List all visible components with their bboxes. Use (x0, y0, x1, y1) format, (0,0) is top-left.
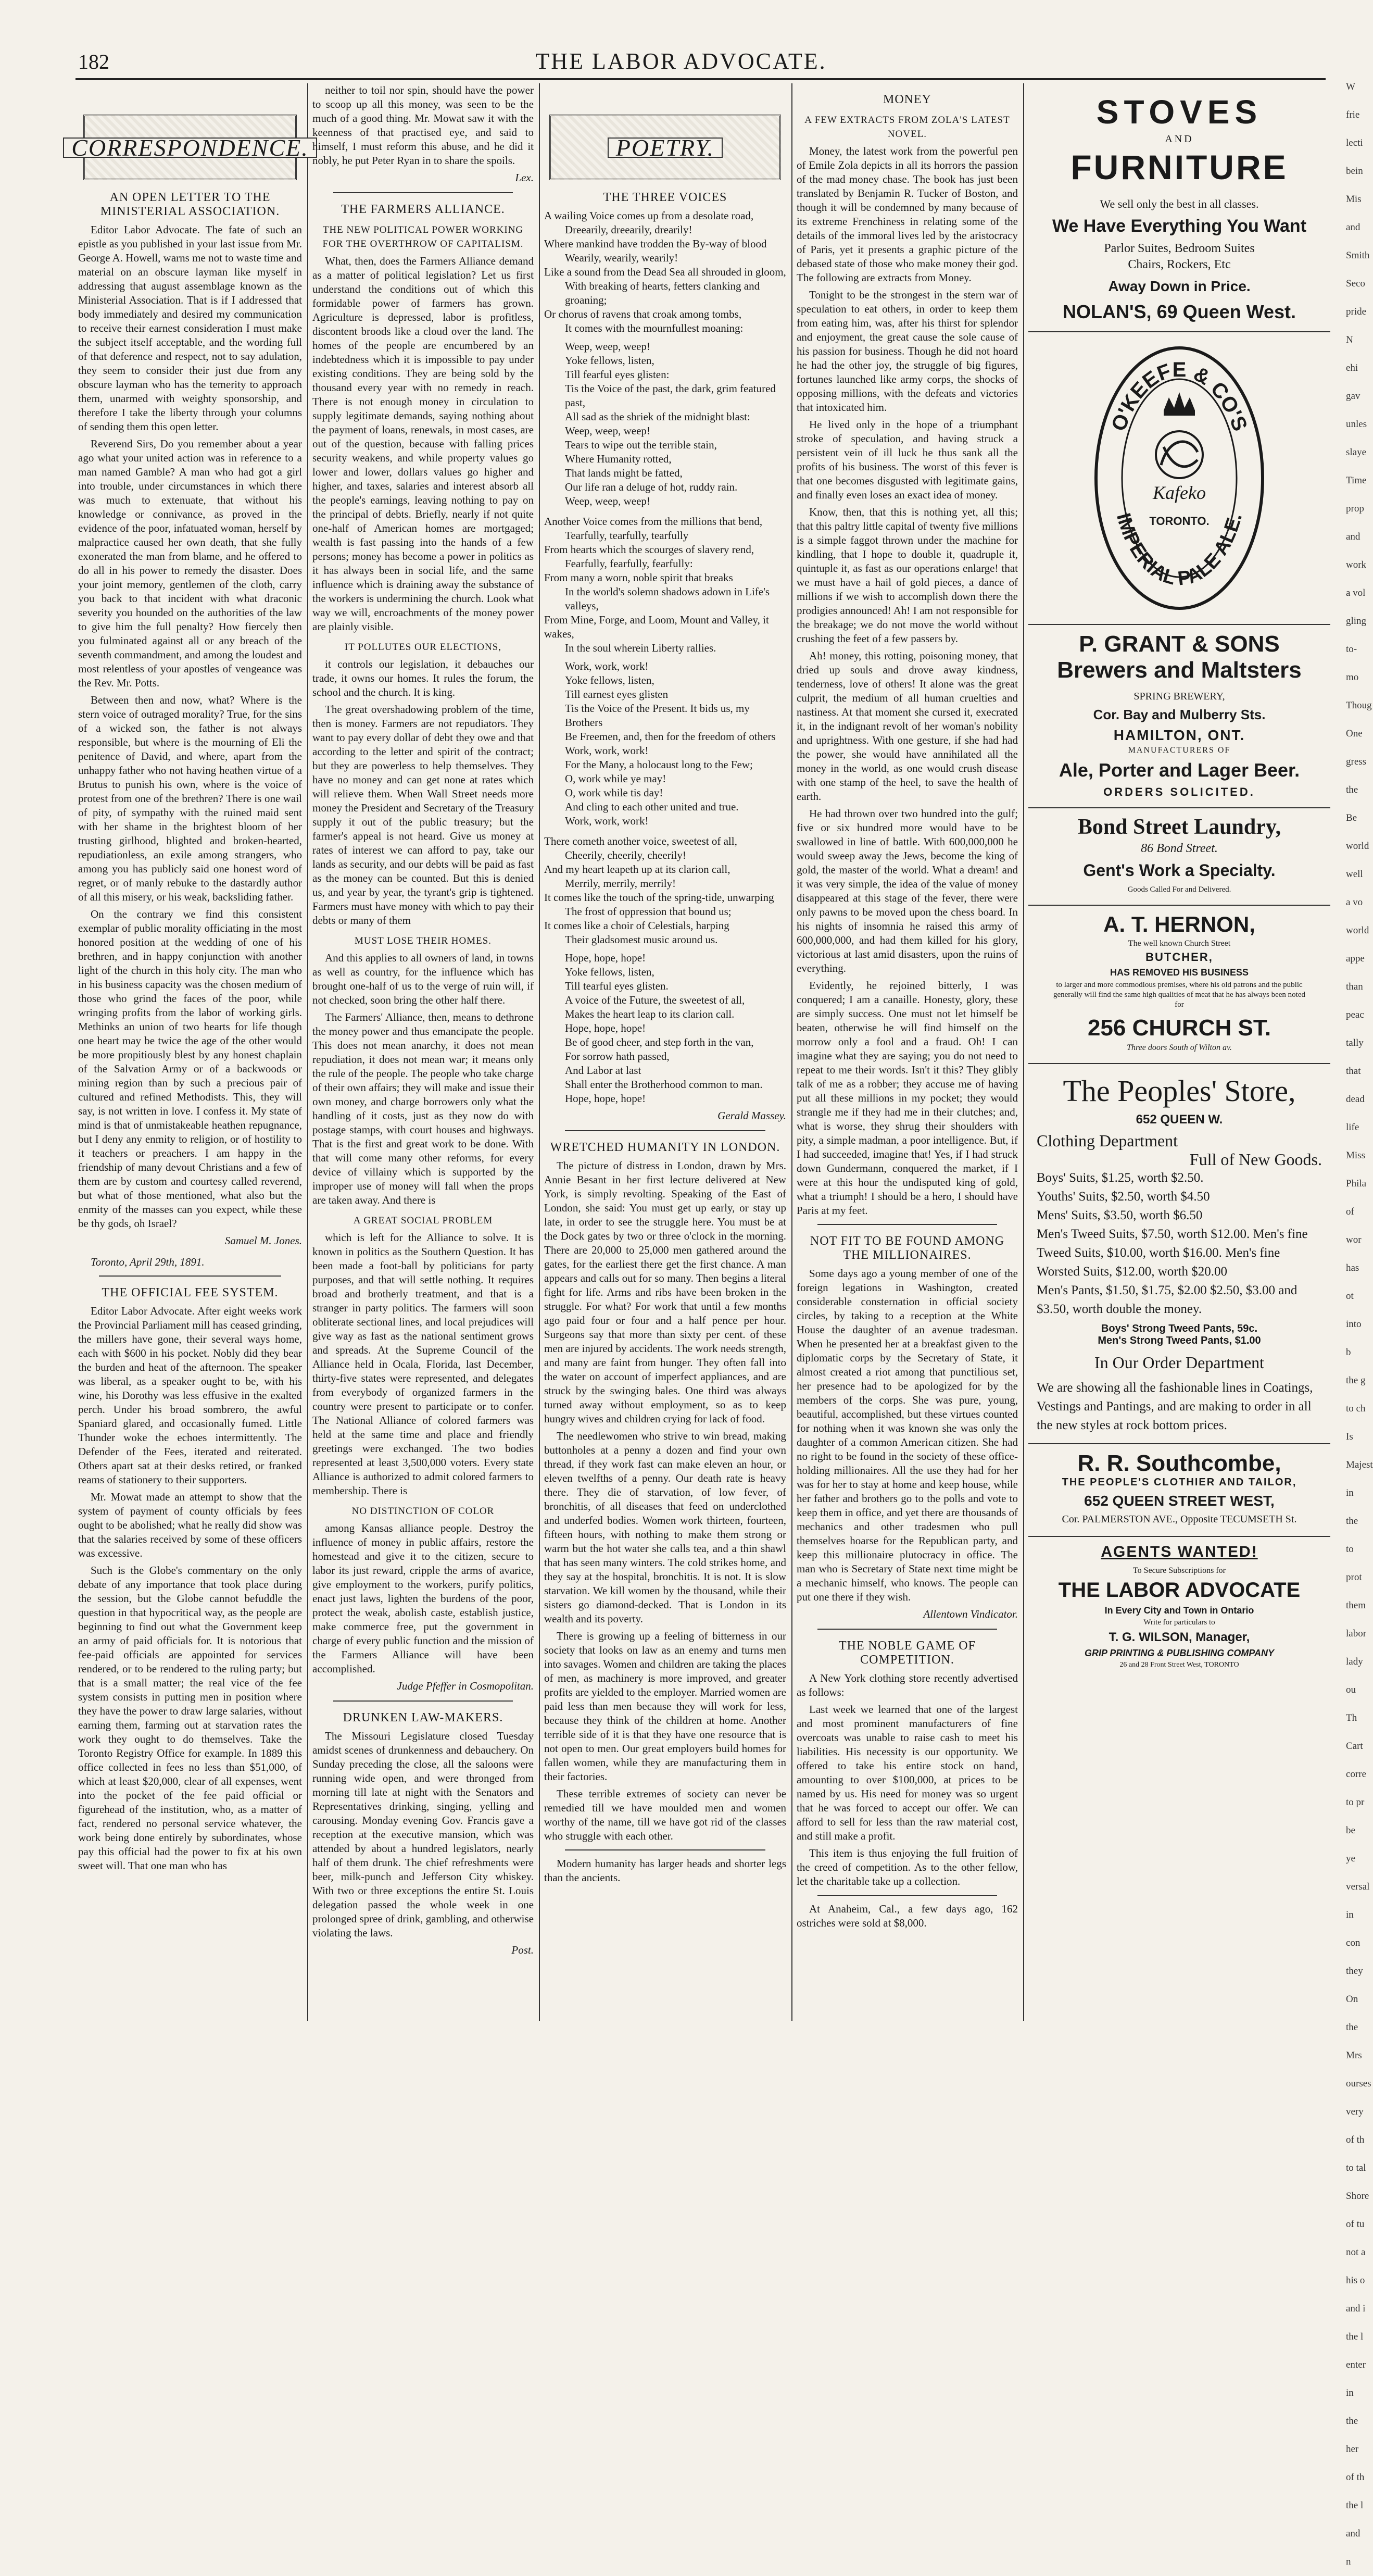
poem-line: All sad as the shriek of the midnight blast: (565, 410, 750, 423)
edge-fragment: to-mo (1346, 644, 1359, 683)
poem-line: Merrily, merrily, merrily! (565, 877, 676, 890)
ad-text: Write for particulars to (1143, 1618, 1215, 1627)
article-paragraph: At Anaheim, Cal., a few days ago, 162 ostriches were sold at $8,000. (797, 1903, 1018, 1929)
article-paragraph: On the contrary we find this consistent exemplar of public morality officiating in the most honored position at the wedding of one of his brethren, and in happy conjunction with another light of the church in this holy city. The man who in his business capacity was the chosen medium of those who grind the faces of the poor, while wringing profits from the labor of working girls. Methinks an union of two hearts for life though one heart may be twice the age of the other would be more propitiously blest by any honest chaplain of the Salvation Army or of a backwoods or mining region than by such a precious pair of cultured and refined Methodists. This, they will say, is not written in love. I confess it. My state of mind is that of unmistakeable heathen repugnance, but I deny any enmity to religion, or of hostility to it teachers or preachers. I am happy in the friendship of many devout Christians and a few of them are by custom and courtesy called reverend, but what of those mentioned, what also but the enmity of the masses can you expect, while these be thy gods, oh Israel? (78, 908, 302, 1230)
edge-fragment: Smith (1346, 250, 1370, 261)
edge-fragment: Thoug (1346, 700, 1372, 711)
edge-fragment: Cart (1346, 1741, 1363, 1752)
ad-text: 652 QUEEN STREET WEST, (1084, 1493, 1275, 1509)
ad-text: 652 QUEEN W. (1136, 1112, 1223, 1127)
ad-text: Men's Strong Tweed Pants, $1.00 (1098, 1335, 1261, 1346)
price-line: Mens' Suits, $3.50, worth $6.50 (1037, 1208, 1203, 1222)
ad-text: AND (1165, 133, 1194, 145)
advertisements-column (1028, 83, 1330, 2021)
edge-fragment: a vo (1346, 897, 1363, 908)
article-paragraph: Modern humanity has larger heads and shorter legs than the ancients. (544, 1857, 786, 1884)
poem-line: Dreearily, dreearily, drearily! (565, 223, 692, 236)
poem-line: And Labor at last (565, 1064, 641, 1077)
poem-line: A wailing Voice comes up from a desolate road, (544, 209, 754, 222)
poem-line: Like a sound from the Dead Sea all shrouded in gloom, (544, 266, 786, 278)
ad-text: THE PEOPLE'S CLOTHIER AND TAILOR, (1062, 1477, 1297, 1488)
poem-line: Work, work, work! (565, 815, 649, 827)
poem-title: THE THREE VOICES (603, 191, 727, 204)
ad-text: BUTCHER, (1145, 951, 1213, 964)
article-paragraph: Some days ago a young member of one of the foreign legations in Washington, created considerable consternation in official society circles, by taking to a reception at the White House the daughter of an avenue tradesman. When he presented her at a breakfast given to the diplomatic corps by the Secretary of State, it almost created a riot among that punctilious set, her presence had to be apologized for by the members of the corps. She was pure, young, beautiful, accomplished, but these virtues counted for nothing when it was known she was only the daughter of a common American citizen. She had no right to be found in the society of these office-holding millionaires. All the use they had for her was for her to stay at home and keep house, while her father and brothers go to the polls and vote to keep them in office, and yet there are thousands of mechanics and other tradesmen who pull themselves hoarse for the Republican party, and keep this millionaire plutocracy in office. The man who is Secretary of State next time might be a mechanic himself, who knows. The people can put one there if they wish. (797, 1267, 1018, 1603)
column-rule (791, 83, 792, 2021)
poem-line: Makes the heart leap to its clarion call. (565, 1008, 735, 1020)
edge-fragment: tally (1346, 1037, 1364, 1048)
ad-text: We Have Everything You Want (1052, 216, 1307, 236)
edge-fragment: to prot (1346, 1544, 1362, 1583)
article-paragraph: Editor Labor Advocate. The fate of such an epistle as you published in your last issue from Mr. George A. Howell, warns me not to waste time and material on an obscure layman like myself in addressing that august assemblage known as the Ministerial Association. That is if I addressed that body immediately and desired my communication to receive their earnest consideration I must make the subject itself acceptable, and the wording full of that deference and respect, not to say adulation, they seem to consider their just due from any obscure layman who has the temerity to approach them, unarmed with weighty sponsorship, and therefore I take the liberty through your columns of sending them this open letter. (78, 223, 302, 433)
right-edge-fragments (1346, 73, 1373, 2567)
edge-fragment: the g (1346, 1375, 1366, 1386)
crown-icon (1164, 392, 1195, 416)
edge-fragment: N (1346, 334, 1353, 345)
edge-fragment: Is (1346, 1431, 1353, 1442)
poem-line: Weep, weep, weep! (565, 424, 650, 437)
poem-refrain-2 (544, 659, 786, 828)
ad-text: Cor. PALMERSTON AVE., Opposite TECUMSETH St. (1062, 1514, 1297, 1525)
ad-text: 256 CHURCH ST. (1087, 1015, 1271, 1041)
poem-verse-2 (544, 515, 786, 655)
ad-text: Gent's Work a Specialty. (1083, 861, 1276, 880)
ad-text: Full of New Goods. (1189, 1150, 1322, 1169)
okeefe-city: TORONTO. (1149, 515, 1210, 528)
edge-fragment: and (1346, 222, 1361, 233)
ad-text: Goods Called For and Delivered. (1127, 885, 1231, 894)
divider (817, 1629, 997, 1630)
edge-fragment: to tal (1346, 2162, 1366, 2173)
edge-fragment: and (1346, 531, 1361, 542)
ad-text: Cor. Bay and Mulberry Sts. (1093, 707, 1266, 722)
ad-text: T. G. WILSON, Manager, (1109, 1630, 1250, 1644)
edge-fragment: world (1346, 925, 1369, 936)
edge-fragment: in the (1346, 1487, 1358, 1527)
edge-fragment: in con (1346, 1909, 1361, 1948)
poem-line: In the soul wherein Liberty rallies. (565, 642, 716, 654)
okeefe-top-text: O'KEEFE & CO'S (1107, 358, 1252, 434)
divider (565, 1849, 765, 1850)
poem-line: From hearts which the scourges of slavery rend, (544, 543, 754, 556)
poem-line: Cheerily, cheerily, cheerily! (565, 849, 686, 861)
edge-fragment: dead (1346, 1094, 1365, 1105)
poem-line: In the world's solemn shadows adown in Life's valleys, (565, 585, 770, 612)
article-paragraph: He lived only in the hope of a triumphant stroke of speculation, and having struck a persistent vein of ill luck he thus sank all the profits of his business. The worst of this fever is that one becomes disgusted with legitimate gains, and finally even loses an exact idea of money. (797, 418, 1018, 501)
ad-text: Parlor Suites, Bedroom Suites (1104, 242, 1255, 255)
ad-text: HAS REMOVED HIS BUSINESS (1110, 967, 1249, 978)
poem-line: For the Many, a holocaust long to the Few; (565, 758, 753, 771)
ad-text: In Our Order Department (1094, 1353, 1265, 1372)
edge-fragment: has ot (1346, 1262, 1359, 1302)
edge-fragment: labor (1346, 1628, 1367, 1639)
edge-fragment: Seco (1346, 278, 1365, 289)
edge-fragment: Time (1346, 475, 1367, 486)
edge-fragment: gav (1346, 391, 1361, 402)
poem-line: Hope, hope, hope! (565, 952, 646, 964)
article-paragraph: The great overshadowing problem of the time, then is money. Farmers are not repudiators. They want to pay every dollar of debt they owe and that according to the letter and spirit of the contract; but they are powerless to help themselves. They have no money and can get none at rates which will relieve them. When Wall Street needs more money the President and Secretary of the Treasury supply it out of the public treasury; but the farmer's appeal is not heard. Give us money at rates of interest we can afford to pay, take our lands as security, and our debts will be paid as fast as the money can be counted. But this is denied us, and year by year, the tyrant's grip is tightened. Farmers must have money with which to pay their debts or many of them (312, 703, 534, 927)
okeefe-signature: Kafeko (1153, 482, 1206, 503)
poetry-banner-text: POETRY. (608, 137, 723, 158)
edge-fragment: the l (1346, 2331, 1364, 2342)
masthead-title: THE LABOR ADVOCATE. (535, 48, 827, 74)
ad-okeefe-ale (1028, 332, 1330, 625)
article-paragraph: The picture of distress in London, drawn by Mrs. Annie Besant in her first lecture delivered at New York, is simply revolting. Speaking of the East of London, she said: You must get up early, or stay up late, in order to see the struggle here. You must be at the Dock gates by two or three o'clock in the morning. There are 20,000 to 25,000 men gathered around the gates, for the earliest there get the first chance. A man appears and calls out for so many. Then begins a literal fight for life. Arms and ribs have been broken in the struggle. For what? For work that until a few months ago paid four or four and a half pence per hour. Surgeons say that more than sixty per cent. of these men are injured by accidents. The work needs strength, and many are faint from hunger. They often fall into the water on account of imperfect appliances, and are struck by the swinging bales. One third was always turned away without employment, so as to keep hungry wives and children crying for lack of food. (544, 1159, 786, 1425)
edge-fragment: prop (1346, 503, 1364, 514)
edge-fragment: well (1346, 869, 1363, 880)
ad-southcombe (1028, 1444, 1330, 1537)
edge-fragment: in the (1346, 2387, 1358, 2427)
ad-text: GRIP PRINTING & PUBLISHING COMPANY (1084, 1648, 1275, 1658)
article-signature: Post. (511, 1944, 534, 1956)
edge-fragment: versal (1346, 1881, 1370, 1892)
edge-fragment: and n (1346, 2528, 1361, 2567)
article-paragraph: Such is the Globe's commentary on the only debate of any importance that took place during the session, but the Globe cannot befuddle the question in that hypocritical way, as the people are beginning to find out what the Government keep an army of paid officials for. It is notorious that fee-paid officials are appointed for services rendered, or to be rendered to the ruling party; but that is a small matter; the real vice of the fee system consists in putting men in position where they have the power to draw large salaries, without earning them, farming out at starvation rates the work they ought to do themselves. Take the Toronto Registry Office for example. In 1889 this office collected in fees no less than $51,000, of which at least $20,000, clear of all expenses, went into the pocket of the fee paid official or figurehead of the institution, who, as a matter of fact, rendered no personal service whatever, the work being done entirely by subordinates, whose pay this official had the power to fix at his own sweet will. That one man who has (78, 1564, 302, 1872)
ad-text: to larger and more commodious premises, where his old patrons and the public generally will find the same high qualities of meat that he has always been noted for (1053, 981, 1306, 1009)
poem-line: Till tearful eyes glisten. (565, 980, 669, 992)
article-signature: Judge Pfeffer in Cosmopolitan. (397, 1680, 534, 1692)
poem-author: Gerald Massey. (717, 1109, 786, 1122)
article-signature: Samuel M. Jones. (224, 1234, 302, 1247)
edge-fragment: very (1346, 2106, 1364, 2117)
ad-headline: AGENTS WANTED! (1101, 1543, 1258, 1560)
ad-text: Clothing Department (1037, 1131, 1178, 1150)
edge-fragment: of wor (1346, 1206, 1362, 1245)
price-line: Men's Tweed Suits, $7.50, worth $12.00. Men's fine Tweed Suits, $10.00, worth $16.00. Men's fine Worsted Suits, $12.00, worth $20.00 (1037, 1227, 1308, 1279)
ad-bond-laundry (1028, 808, 1330, 906)
poem-line: Another Voice comes from the millions that bend, (544, 515, 763, 528)
divider (333, 192, 513, 193)
poem-line: Till fearful eyes glisten: (565, 368, 670, 381)
ad-hernon-butcher (1028, 906, 1330, 1064)
edge-fragment: One (1346, 728, 1363, 739)
ad-headline: FURNITURE (1070, 148, 1288, 186)
ad-headline: Bond Street Laundry, (1077, 815, 1281, 839)
edge-fragment: bein (1346, 166, 1363, 177)
article-paragraph: These terrible extremes of society can never be remedied till we have moulded men and women worthy of the name, till we have got rid of the classes who struggle with each other. (544, 1787, 786, 1842)
edge-fragment: Miss (1346, 1150, 1365, 1161)
edge-fragment: world (1346, 841, 1369, 852)
poem-line: Be of good cheer, and step forth in the van, (565, 1036, 754, 1048)
correspondence-banner (71, 115, 309, 180)
divider (333, 1700, 513, 1702)
edge-fragment: appe (1346, 953, 1365, 964)
edge-fragment: Majest (1346, 1459, 1373, 1470)
article-title: THE OFFICIAL FEE SYSTEM. (102, 1286, 279, 1299)
article-title: THE NOBLE GAME OF COMPETITION. (839, 1639, 976, 1667)
divider (99, 1276, 281, 1277)
poem-line: Yoke fellows, listen, (565, 966, 654, 978)
poem-line: Hope, hope, hope! (565, 1022, 646, 1034)
ad-agents-wanted (1028, 1537, 1330, 1680)
article-subtitle: A FEW EXTRACTS FROM ZOLA'S LATEST NOVEL. (804, 115, 1010, 140)
poem-line: It comes with the mournfullest moaning: (565, 322, 744, 334)
ad-headline: R. R. Southcombe, (1077, 1450, 1281, 1476)
edge-fragment: of th (1346, 2472, 1365, 2483)
ad-text: THE LABOR ADVOCATE (1058, 1579, 1301, 1602)
article-paragraph: This item is thus enjoying the full fruition of the creed of competition. As to the other fellow, let the charitable take up a collection. (797, 1847, 1018, 1887)
ad-text: 86 Bond Street. (1141, 842, 1218, 855)
ad-text: Boys' Strong Tweed Pants, 59c. (1101, 1323, 1258, 1334)
poem-line: There cometh another voice, sweetest of all, (544, 835, 737, 847)
article-paragraph: Between then and now, what? Where is the stern voice of outraged morality? True, for the sins of a wicked son, the father is not always responsible, but where is the mourning of Eli the penitence of David, and where, apart from the unhappy father who not having heathen virtue of a Brutus to punish his own, where is the voice of protest from one of the brethren? There is one wail of pity, of sympathy with the ruined maid sent with her shame in the brightest bloom of her trusting girlhood, blighted and broken-hearted, repudiationless, an exile among strangers, who among you has publicly said one honest word of regret, or of manly rebuke to the dastardly author of all this misery, or his weak, backsliding father. (78, 694, 302, 903)
ad-headline: STOVES (1096, 93, 1263, 131)
masthead-rule (75, 78, 1326, 80)
ad-headline: P. GRANT & SONS (1079, 631, 1280, 657)
poem-line: Weep, weep, weep! (565, 495, 650, 507)
correspondence-banner-text: CORRESPONDENCE. (63, 137, 317, 158)
poem-line: For sorrow hath passed, (565, 1050, 670, 1062)
section-heading: A GREAT SOCIAL PROBLEM (353, 1215, 493, 1226)
okeefe-bottom-text: IMPERIAL PALE ALE. (1112, 510, 1247, 590)
poem-line: Where mankind have trodden the By-way of blood (544, 237, 767, 250)
article-paragraph: Know, then, that this is nothing yet, all this; that this paltry little capital of twenty five millions is a simple faggot thrown under the machine for kindling, that I hope to double it, quadruple it, quintuple it, as fast as our operations enlarge! that we must have a hail of gold pieces, a dance of millions if we wish to accomplish down there the prodigies announced! Ah! I am not responsible for the breakage; we do not move the world without crushing the feet of a few passers by. (797, 506, 1018, 645)
divider (817, 1895, 997, 1896)
ad-text: ORDERS SOLICITED. (1103, 785, 1255, 798)
poem-line: Tearfully, tearfully, tearfully (565, 529, 689, 542)
column-rule (539, 83, 540, 2021)
edge-fragment: enter (1346, 2359, 1366, 2370)
article-paragraph: which is left for the Alliance to solve. It is known in politics as the Southern Question. It has been made a foot-ball by politicians for party purposes, and that will settle nothing. It requires broad and brotherly treatment, and that is a stranger in party politics. The farmers will soon obliterate sectional lines, and local prejudices will give way as fast as the national sentiment grows and spreads. At the Supreme Council of the Alliance held in Ocala, Florida, last December, thirty-five states were represented, and delegates from everybody of organized farmers in the country were present to participate or to confer. The National Alliance of colored farmers was held at the same time and place and friendly greetings were exchanged. The two bodies represented at least 3,500,000 voters. Every state Alliance is authorized to admit colored farmers to membership. There is (312, 1231, 534, 1497)
poem-refrain-1 (544, 340, 786, 508)
ad-grant-brewers (1028, 625, 1330, 808)
edge-fragment: Mrs (1346, 2050, 1362, 2061)
edge-fragment: Be (1346, 812, 1357, 823)
column-1 (71, 83, 309, 2021)
edge-fragment: Mis (1346, 194, 1362, 205)
edge-fragment: a vol (1346, 587, 1366, 598)
column-3 (544, 83, 786, 2021)
article-signature: Allentown Vindicator. (923, 1608, 1018, 1620)
edge-fragment: life (1346, 1122, 1359, 1133)
section-heading: NO DISTINCTION OF COLOR (351, 1506, 495, 1517)
ad-text: SPRING BREWERY, (1133, 691, 1225, 702)
poem-line: It comes like the touch of the spring-tide, unwarping (544, 891, 774, 904)
poem-line: Tears to wipe out the terrible stain, (565, 439, 717, 451)
article-paragraph: The Farmers' Alliance, then, means to dethrone the money power and thus emancipate the people. This does not mean anarchy, it does not mean repudiation, it does not mean war; it means only the rule of the people. The people who take charge of their own affairs; they will make and issue their own money, and charge borrowers only what the handling of it costs, just as they now do with postage stamps, with court houses and highways. That is the first and great work to be done. With that will come many other reforms, for every device of villainy which is supported by the improper use of money will fall when the props are taken away. And there is (312, 1011, 534, 1206)
page-number: 182 (78, 50, 109, 73)
poetry-banner (549, 115, 781, 180)
edge-fragment: into b (1346, 1319, 1362, 1358)
poem-line: Till earnest eyes glisten (565, 688, 669, 701)
article-paragraph: neither to toil nor spin, should have the power to scoop up all this money, was seen to be the much of a good thing. Mr. Mowat saw it with the keenness of that practised eye, and said to himself, I must reform this abuse, and he did it nobly, he put Peter Ryan in to share the spoils. (312, 84, 534, 167)
edge-fragment: frie (1346, 109, 1360, 120)
poem-line: Yoke fellows, listen, (565, 354, 654, 367)
edge-fragment: gling (1346, 616, 1367, 627)
poem-line: Weep, weep, weep! (565, 340, 650, 353)
edge-fragment: his o (1346, 2275, 1365, 2286)
edge-fragment: the l (1346, 2500, 1364, 2511)
section-heading: MUST LOSE THEIR HOMES. (354, 935, 492, 946)
edge-fragment: lady ou (1346, 1656, 1363, 1695)
article-title: WRETCHED HUMANITY IN LONDON. (550, 1141, 780, 1154)
edge-fragment: to pr (1346, 1797, 1365, 1808)
ad-text: In Every City and Town in Ontario (1104, 1605, 1254, 1616)
edge-fragment: to ch (1346, 1403, 1366, 1414)
ad-text: Ale, Porter and Lager Beer. (1059, 759, 1300, 781)
poem-line: It comes like a choir of Celestials, harping (544, 919, 729, 932)
ad-text: Away Down in Price. (1108, 278, 1251, 294)
edge-fragment: slaye (1346, 447, 1367, 458)
article-paragraph: Evidently, he rejoined bitterly, I was conquered; I am a canaille. Honesty, glory, these are simply success. One must not let himself be beaten, otherwise he will find himself on the morrow only a fool and a fraud. Oh! I can imagine what they are saying; you do not need to repeat to me their words. Isn't it this? They glibly talk of me as a robber; they accuse me of having put all these millions in my pocket; they would strangle me if they had me in their clutches; and, what is worse, they shrug their shoulders with pity, a simple madman, a poor intelligence. But, if I had succeeded, imagine that! Yes, if I had struck down Gundermann, conquered the market, if I were at this hour the undisputed king of gold, what a triumph! I should be a hero, I should have Paris at my feet. (797, 979, 1018, 1217)
price-line: Youths' Suits, $2.50, worth $4.50 (1037, 1190, 1210, 1204)
edge-fragment: of tu (1346, 2219, 1365, 2230)
poem-line: Fearfully, fearfully, fearfully: (565, 557, 693, 570)
article-title: DRUNKEN LAW-MAKERS. (343, 1711, 503, 1724)
edge-fragment: work (1346, 559, 1367, 570)
edge-fragment: gress (1346, 756, 1367, 767)
column-2 (312, 83, 534, 2021)
poem-line: A voice of the Future, the sweetest of all, (565, 994, 745, 1006)
edge-fragment: her (1346, 2444, 1359, 2455)
article-title: MONEY (883, 93, 931, 106)
monogram-icon (1156, 431, 1203, 478)
poem-line: Shall enter the Brotherhood common to man. (565, 1078, 763, 1091)
poem-line: Where Humanity rotted, (565, 453, 672, 465)
edge-fragment: of th (1346, 2134, 1365, 2145)
edge-fragment: peac (1346, 1009, 1364, 1020)
poem-line: Yoke fellows, listen, (565, 674, 654, 686)
edge-fragment: corre (1346, 1769, 1367, 1780)
price-line: Men's Pants, $1.50, $1.75, $2.00 $2.50, $3.00 and $3.50, worth double the money. (1037, 1283, 1298, 1316)
poem-line: O, work while ye may! (565, 772, 666, 785)
edge-fragment: the (1346, 2022, 1358, 2033)
edge-fragment: be ye (1346, 1825, 1355, 1864)
ad-peoples-store (1028, 1064, 1330, 1444)
poem-refrain-3 (544, 951, 786, 1106)
poem-line: And cling to each other united and true. (565, 801, 739, 813)
edge-fragment: unles (1346, 419, 1367, 430)
edge-fragment: them (1346, 1600, 1366, 1611)
article-paragraph: it controls our legislation, it debauches our trade, it owns our homes. It rules the forum, the school and the church. It is king. (312, 658, 534, 698)
edge-fragment: the (1346, 784, 1358, 795)
edge-fragment: not a (1346, 2247, 1366, 2258)
ad-headline: The Peoples' Store, (1063, 1074, 1296, 1108)
article-paragraph: Editor Labor Advocate. After eight weeks work the Provincial Parliament mill has ceased grinding, the millers have gone, their several ways home, each with $600 in his pocket. Nobly did they bear the burden and heat of the afternoon. The speaker was liberal, as a speaker ought to be, with his wine, his Dorothy was less effusive in the exalted perch. Under his broad sombrero, the awful Spaniard glared, and occasionally fumed. Little Thunder woke the echoes intermittently. The Defender of the Fees, iterated and reiterated. Others apart sat at their desks retired, or franked reams of stationery to their supporters. (78, 1305, 302, 1486)
ad-text: To Secure Subscriptions for (1133, 1566, 1226, 1575)
article-paragraph: Tonight to be the strongest in the stern war of speculation to eat others, in order to keep them from eating him, was, after his thirst for splendor and enjoyment, the great cause the sole cause of his passion for business. Though he did not hoard he had the other joy, the struggle of big figures, fortunes launched like army corps, the shocks of opposing millions, with the defeats and victories that intoxicated him. (797, 289, 1018, 414)
poem-line: Hope, hope, hope! (565, 1092, 646, 1105)
poem-line: Their gladsomest music around us. (565, 933, 718, 946)
edge-fragment: Th (1346, 1712, 1357, 1723)
poem-verse-1 (544, 209, 786, 335)
poem-line: Tis the Voice of the Present. It bids us, my Brothers (565, 702, 750, 729)
poem-line: The frost of oppression that bound us; (565, 905, 732, 918)
ad-headline: A. T. HERNON, (1103, 912, 1255, 936)
ad-text: Three doors South of Wilton av. (1127, 1043, 1232, 1052)
ad-nolans-stoves (1028, 83, 1330, 332)
poem-line: Wearily, wearily, wearily! (565, 252, 678, 264)
article-paragraph: There is growing up a feeling of bitterness in our society that looks on law as an enemy and turns men into savages. Women and children are taking the places of men, as machinery is more improved, and greater profits are yielded to the employer. Married women are paid less than men because they will work for less, because they think of the children at home. Another terrible side of it is that they have one resource that is not open to men. Our great employers build homes for fallen women, while they are manufacturing them in their factories. (544, 1630, 787, 1783)
poem-line: From Mine, Forge, and Loom, Mount and Valley, it wakes, (544, 614, 769, 640)
section-heading: IT POLLUTES OUR ELECTIONS, (344, 642, 502, 653)
ad-text: We are showing all the fashionable lines in Coatings, Vestings and Pantings, and are making to order in all the new styles at rock bottom prices. (1037, 1381, 1313, 1432)
article-subtitle: THE NEW POLITICAL POWER WORKING FOR THE OVERTHROW OF CAPITALISM. (322, 224, 524, 249)
poem-line: Or chorus of ravens that croak among tombs, (544, 308, 742, 320)
price-list (1028, 1169, 1330, 1319)
ad-text: HAMILTON, ONT. (1113, 727, 1245, 743)
poem-line: That lands might be fatted, (565, 467, 683, 479)
poem-line: O, work while tis day! (565, 786, 663, 799)
poem-line: Work, work, work! (565, 744, 649, 757)
article-paragraph: A New York clothing store recently advertised as follows: (797, 1672, 1018, 1698)
ad-headline: Brewers and Maltsters (1057, 657, 1302, 683)
edge-fragment: Phila (1346, 1178, 1367, 1189)
column-rule (1023, 83, 1024, 2021)
article-paragraph: Ah! money, this rotting, poisoning money, that dried up souls and drove away kindness, tenderness, love of others! It alone was the great culprit, the medium of all human cruelties and nastiness. At that moment she cursed it, execrated it, in the indignant revolt of her woman's nobility and uprightness. With one gesture, if she had had the power, she would have annihilated all the money in the world, as one would crush disease with one stamp of the heel, to save the health of earth. (797, 649, 1018, 803)
divider (817, 1224, 997, 1225)
edge-fragment: they (1346, 1966, 1363, 1977)
article-paragraph: And this applies to all owners of land, in towns as well as country, for the influence which has brought one-half of us to the verge of ruin will, if not checked, soon bring the other half there. (312, 952, 534, 1006)
price-line: Boys' Suits, $1.25, worth $2.50. (1037, 1171, 1204, 1185)
poem-line: Work, work, work! (565, 660, 649, 672)
article-paragraph: Last week we learned that one of the largest and most prominent manufacturers of fine overcoats was unable to raise cash to meet his liabilities. His necessity is our opportunity. We offered to take his entire stock on hand, amounting to over $100,000, at prices to be named by us. His need for money was so urgent that he was forced to accept our offer. We can afford to sell for less than the raw material cost, and still make a profit. (797, 1703, 1018, 1842)
article-paragraph: The needlewomen who strive to win bread, making buttonholes at a penny a dozen and find your own thread, if they work fast can make eleven an hour, or eleven twelfths of a penny. Our death rate is heavy there. They die of starvation, of low fever, of bronchitis, of all diseases that feed on underclothed and underfed bodies. Women work thirteen, fourteen, fifteen hours, with nothing to make them strong or warm but the hot water she calls tea, and a thin shawl that has seen many winters. The cold strikes home, and they say at the hospital, bronchitis. It is not. It is slow starvation. We kill women by the thousand, while their sisters go diamond-decked. That is London in its wealth and its poverty. (544, 1430, 786, 1625)
article-signature: Lex. (515, 171, 534, 184)
edge-fragment: W (1346, 81, 1355, 92)
poem-line: From many a worn, noble spirit that breaks (544, 571, 733, 584)
poem-line: Tis the Voice of the past, the dark, grim featured past, (565, 382, 776, 409)
article-title: AN OPEN LETTER TO THE MINISTERIAL ASSOCIATION. (100, 191, 280, 218)
column-rule (307, 83, 308, 2021)
article-paragraph: He had thrown over two hundred into the gulf; five or six hundred more would have to be swallowed in line of battle. With 600,000,000 he would sweep away the Jews, become the king of gold, the master of the world. What a dream! and it was very simple, the idea of the value of money disappeared at this stage of the fever, there were only pawns to be moved upon the chess board. In his nights of insomnia he raised this army of 600,000,000, and had them killed for his glory, victorious at last amid disasters, upon the ruins of everything. (797, 807, 1018, 974)
article-paragraph: What, then, does the Farmers Alliance demand as a matter of political legislation? Let us first understand the conditions out of which this formidable power of farmers has grown. Agriculture is depressed, labor is profitless, discontent broods like a cloud over the land. The homes of the people are encumbered by an indebtedness which it is impossible to pay under existing conditions. They are being sold by the thousand every year with no remedy in reach. There is not enough money in circulation to supply legitimate demands, saying nothing about the payment of loans, renewals, in most cases, are out of the question, because with falling prices security weakens, and while property values go lower and lower, dollars values go higher and higher, and taxes, salaries and interest absorb all the people's earnings, leaving nothing to pay on the principal of debts. Briefly, nearly if not quite one-half of American homes are mortgaged; wealth is fast passing into the hands of a few persons; money has become a power in politics as it has always been in social life, and the same influence which is draining away the substance of the workers is undermining the church. Look what way we will, encroachments of the money power are plainly visible. (312, 255, 534, 633)
divider (565, 1130, 765, 1131)
edge-fragment: and i (1346, 2303, 1366, 2314)
article-dateline: Toronto, April 29th, 1891. (91, 1256, 205, 1268)
article-paragraph: Mr. Mowat made an attempt to show that the system of payment of county officials by fees ought to be abolished; what he really did show was that the salaries received by some of these officers was excessive. (78, 1491, 302, 1559)
edge-fragment: ehi (1346, 362, 1358, 373)
poem-line: And my heart leapeth up at its clarion call, (544, 863, 730, 876)
edge-fragment: Shore (1346, 2191, 1369, 2202)
ad-text: The well known Church Street (1128, 939, 1231, 948)
edge-fragment: that (1346, 1066, 1361, 1077)
ad-text: NOLAN'S, 69 Queen West. (1063, 301, 1296, 322)
article-title: THE FARMERS ALLIANCE. (341, 203, 505, 216)
article-paragraph: among Kansas alliance people. Destroy the influence of money in public affairs, restore the homestead and give it to the citizen, secure to labor its just reward, cripple the arms of avarice, give employment to the workers, purify politics, enact just laws, lighten the burdens of the poor, protect the weak, abolish caste, establish justice, make commerce free, put the government in charge of every public function and the mission of the Farmers Alliance will have been accomplished. (312, 1522, 534, 1675)
ad-text: MANUFACTURERS OF (1128, 746, 1231, 755)
poem-line: Be Freemen, and, then for the freedom of others (565, 730, 776, 743)
article-paragraph: Money, the latest work from the powerful pen of Emile Zola depicts in all its horrors the passion of the mad money chase. The book has just been translated by Benjamin R. Tucker of Boston, and though it will be condemned by many because of its extreme Frenchiness in relating some of the details of the immoral lives led by the aristocracy of Paris, yet it presents a graphic picture of the debased state of those who make money their god. The following are extracts from Money. (797, 145, 1018, 284)
okeefe-ale-label (1091, 343, 1268, 614)
article-paragraph: Reverend Sirs, Do you remember about a year ago what your united action was in reference to a man named Gamble? A man who had got a girl into trouble, under circumstances in which there was much to extenuate, that without his knowledge or connivance, as proved in the evidence of the poor, infatuated woman, herself by malpractice caused her own death, that she fully exonerated the man from blame, and he offered to do all in his power to remedy the disaster. Does your joint memory, gentlemen of the cloth, carry you back to that incident with what draconic severity you hounded on the authorities of the law to give him the full penalty? How fiercely then you fulminated against all or any breach of the seventh commandment, and among the loudest and most relentless of your apostles of vengeance was the Rev. Mr. Potts. (78, 437, 302, 689)
edge-fragment: pride (1346, 306, 1367, 317)
edge-fragment: than (1346, 981, 1363, 992)
edge-fragment: On (1346, 1994, 1358, 2005)
ad-text: 26 and 28 Front Street West, TORONTO (1119, 1661, 1239, 1669)
article-title: NOT FIT TO BE FOUND AMONG THE MILLIONAIRES. (810, 1234, 1005, 1262)
poem-line: Our life ran a deluge of hot, ruddy rain. (565, 481, 738, 493)
edge-fragment: lecti (1346, 137, 1363, 148)
poem-verse-3 (544, 834, 786, 947)
column-4 (797, 83, 1018, 2021)
ad-text: We sell only the best in all classes. (1100, 197, 1259, 210)
ad-text: Chairs, Rockers, Etc (1128, 258, 1231, 271)
poem-line: With breaking of hearts, fetters clanking and groaning; (565, 280, 760, 306)
edge-fragment: ourses (1346, 2078, 1371, 2089)
article-paragraph: The Missouri Legislature closed Tuesday amidst scenes of drunkenness and debauchery. On Sunday preceding the close, all the saloons were running wide open, and were thronged from morning till late at night with the Senators and Representatives drinking, singing, yelling and carousing. Monday evening Gov. Francis gave a reception at the executive mansion, which was attended by about a hundred legislators, nearly half of them drunk. The chief refreshments were beer, milk-punch and Jefferson City whiskey. With two or three exceptions the entire St. Louis delegation passed the whole week in one prolonged spree of drink, gambling, and otherwise violating the laws. (312, 1730, 534, 1939)
